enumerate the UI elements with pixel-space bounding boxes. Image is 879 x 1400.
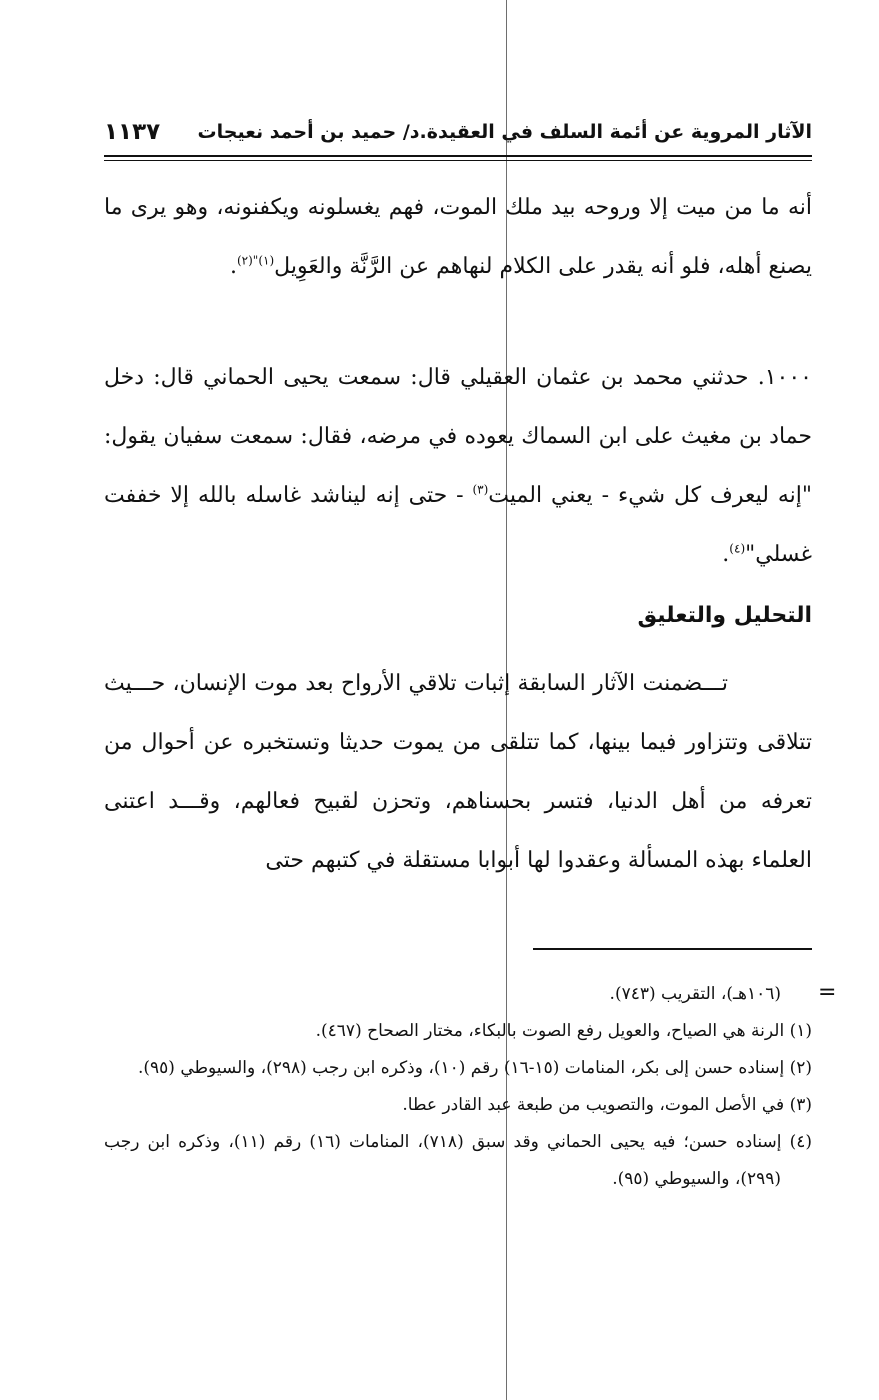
footnote-refs-1-2: (١)"(٢)	[236, 253, 275, 268]
footnote-continuation: (١٠٦هـ)، التقريب (٧٤٣).	[609, 984, 781, 1004]
footnotes	[104, 976, 812, 1198]
header-rule-thin	[104, 160, 812, 161]
footnote-ref-4: (٤)	[729, 541, 746, 556]
paragraph-analysis: تـــضمنت الآثار السابقة إثبات تلاقي الأرواح بعد موت الإنسان، حـــيث تتلاقى وتتزاور فيما بينها، كما تتلقى من يموت حديثا وتستخبره عن أحوال من تعرفه من أهل الدنيا، فتسر بحسناهم، وتحزن لقبيح فعالهم، وقـــد اعتنى العلماء بهذه المسألة وعقدوا لها أبوابا مستقلة في كتبهم حتى	[104, 671, 813, 873]
footnote-continuation-marker: =	[818, 980, 837, 1005]
paragraph-2-end: .	[722, 542, 730, 567]
footnote-1: (١) الرنة هي الصياح، والعويل رفع الصوت بالبكاء، مختار الصحاح (٤٦٧).	[315, 1021, 812, 1041]
header-rule	[104, 155, 812, 157]
paragraph-1-text: أنه ما من ميت إلا وروحه بيد ملك الموت، فهم يغسلونه ويكفنونه، وهو يرى ما يصنع أهله، فلو أنه يقدر على الكلام لنهاهم عن الرَّنَّة والعَوِيل	[104, 195, 812, 279]
paragraph-1-end: .	[229, 254, 237, 279]
paragraph-2-text-a: ١٠٠٠. حدثني محمد بن عثمان العقيلي قال: سمعت يحيى الحماني قال: دخل حماد بن مغيث على ابن السماك يعوده في مرضه، فقال: سمعت سفيان يقول: "إنه ليعرف كل شيء - يعني الميت	[104, 365, 812, 508]
footnote-4: (٤) إسناده حسن؛ فيه يحيى الحماني وقد سبق (٧١٨)، المنامات (١٦) رقم (١١)، وذكره ابن رجب (٢٩٩)، والسيوطي (٩٥).	[104, 1132, 813, 1189]
footnote-2: (٢) إسناده حسن إلى بكر، المنامات (١٥-١٦) رقم (١٠)، وذكره ابن رجب (٢٩٨)، والسيوطي (٩٥).	[137, 1058, 812, 1078]
footnote-separator	[533, 948, 812, 950]
paragraph-1	[104, 178, 812, 296]
paragraph-2-text-b: - حتى إنه ليناشد غاسله بالله إلا خففت غسلي"	[104, 483, 812, 567]
running-header	[104, 112, 812, 152]
footnote-3: (٣) في الأصل الموت، والتصويب من طبعة عبد القادر عطا.	[402, 1095, 812, 1115]
paragraph-narration-1000	[104, 348, 812, 584]
header-title: الآثار المروية عن أئمة السلف في العقيدة.د/ حميد بن أحمد نعيجات	[197, 121, 812, 143]
page-number: ١١٣٧	[104, 119, 161, 145]
section-heading: التحليل والتعليق	[637, 603, 812, 628]
footnote-ref-3: (٣)	[472, 482, 489, 497]
